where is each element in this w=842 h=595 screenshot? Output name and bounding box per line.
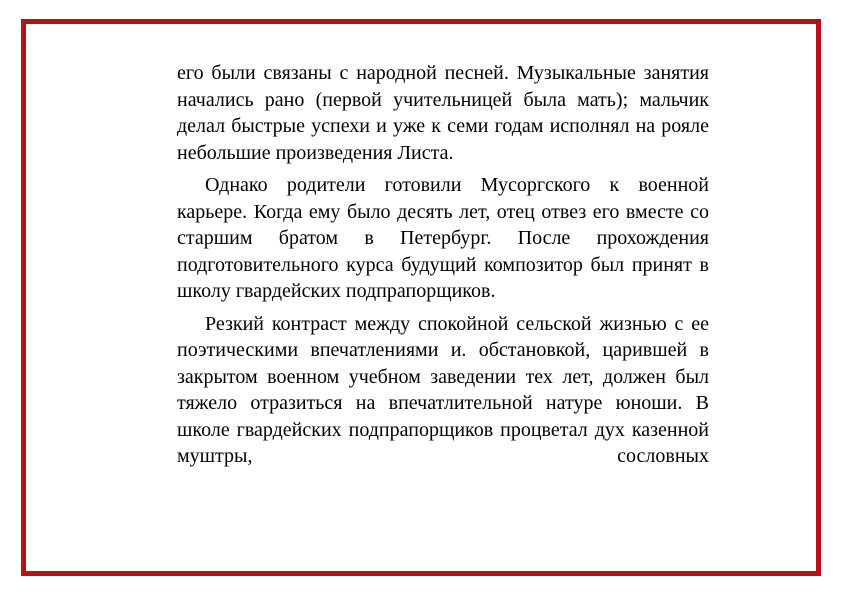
paragraph-3: Резкий контраст между спокойной сельской жизнью с ее поэтическими впечатлениями и. обстановкой, царившей в закрытом военном учебном заведении тех лет, должен был тяжело отразиться на впечатлительной натуре юноши. В школе гвардейских подпрапорщиков процветал дух казенной муштры, сословных <box>177 312 709 467</box>
paragraph-1: его были связаны с народной песней. Музыкальные занятия начались рано (первой учительницей была мать); мальчик делал быстрые успехи и уже к семи годам исполнял на рояле небольшие произведения Листа. <box>177 62 709 164</box>
document-text-body <box>177 60 709 476</box>
paragraph-2: Однако родители готовили Мусоргского к военной карьере. Когда ему было десять лет, отец отвез его вместе со старшим братом в Петербург. После прохождения подготовительного курса будущий композитор был принят в школу гвардейских подпрапорщиков. <box>177 174 709 302</box>
